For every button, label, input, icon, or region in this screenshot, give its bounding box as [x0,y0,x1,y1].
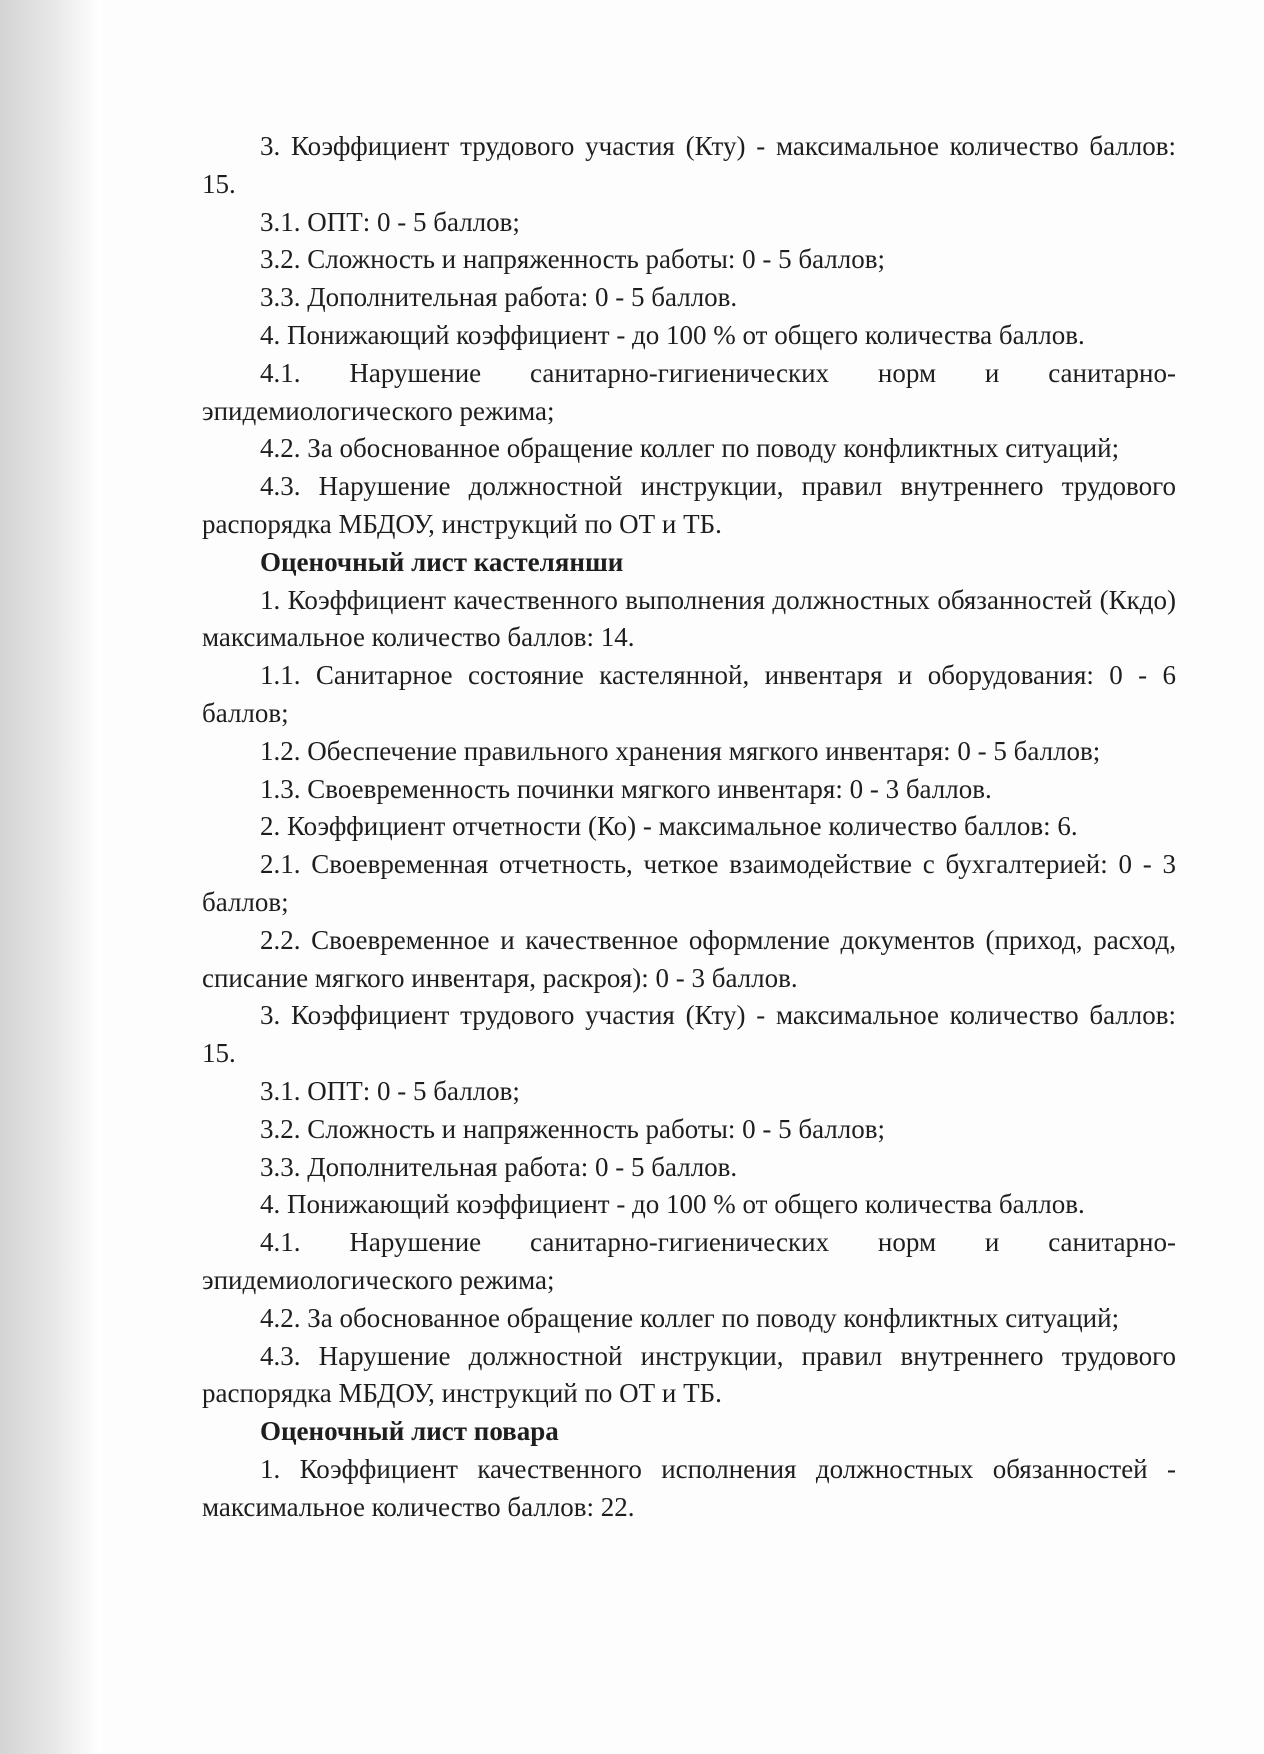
paragraph-instruction-violation: 4.3. Нарушение должностной инструкции, правил внутреннего трудового распорядка МБДОУ, инструкций по ОТ и ТБ. [202,471,1176,539]
paragraph-documents: 2.2. Своевременное и качественное оформление документов (приход, расход, списание мягкого инвентаря, раскроя): 0 - 3 баллов. [202,924,1176,993]
section-heading-castellan: Оценочный лист кастелянши [260,546,624,577]
paragraph-complexity: 3.2. Сложность и напряженность работы: 0 - 5 баллов; [260,244,885,275]
paragraph-opt-2: 3.1. ОПТ: 0 - 5 баллов; [260,1075,520,1106]
paragraph-kkdo-max: 1. Коэффициент качественного выполнения должностных обязанностей (Ккдо) максимальное количество баллов: 14. [202,584,1176,653]
paragraph-sanitary-state: 1.1. Санитарное состояние кастелянной, инвентаря и оборудования: 0 - 6 баллов; [202,660,1176,728]
paragraph-kty-max-2: 3. Коэффициент трудового участия (Кту) - максимальное количество баллов: 15. [202,1000,1176,1069]
paragraph-sanitary-violation: 4.1. Нарушение санитарно-гигиенических норм и санитарно-эпидемиологического режима; [202,357,1176,426]
paragraph-cook-duties: 1. Коэффициент качественного исполнения должностных обязанностей - максимальное количество баллов: 22. [202,1453,1176,1522]
paragraph-ko-max: 2. Коэффициент отчетности (Ко) - максимальное количество баллов: 6. [260,811,1078,842]
paragraph-opt: 3.1. ОПТ: 0 - 5 баллов; [260,206,520,237]
paragraph-colleague-complaints: 4.2. За обоснованное обращение коллег по поводу конфликтных ситуаций; [260,433,1120,464]
paragraph-storage: 1.2. Обеспечение правильного хранения мягкого инвентаря: 0 - 5 баллов; [260,735,1101,766]
paragraph-reducing-coefficient-2: 4. Понижающий коэффициент - до 100 % от общего количества баллов. [260,1189,1085,1220]
paragraph-kty-max: 3. Коэффициент трудового участия (Кту) - максимальное количество баллов: 15. [202,131,1176,199]
paragraph-additional-work-2: 3.3. Дополнительная работа: 0 - 5 баллов. [260,1151,738,1182]
paragraph-reporting: 2.1. Своевременная отчетность, четкое взаимодействие с бухгалтерией: 0 - 3 баллов; [202,849,1176,917]
paragraph-complexity-2: 3.2. Сложность и напряженность работы: 0 - 5 баллов; [260,1113,885,1144]
paragraph-additional-work: 3.3. Дополнительная работа: 0 - 5 баллов. [260,282,738,313]
section-heading-cook: Оценочный лист повара [260,1416,559,1447]
paragraph-sanitary-violation-2: 4.1. Нарушение санитарно-гигиенических норм и санитарно-эпидемиологического режима; [202,1227,1176,1295]
document-body [202,128,1176,1526]
scan-binding-shadow [0,0,100,1754]
paragraph-reducing-coefficient: 4. Понижающий коэффициент - до 100 % от общего количества баллов. [260,319,1085,350]
paragraph-instruction-violation-2: 4.3. Нарушение должностной инструкции, правил внутреннего трудового распорядка МБДОУ, инструкций по ОТ и ТБ. [202,1340,1176,1409]
paragraph-colleague-complaints-2: 4.2. За обоснованное обращение коллег по поводу конфликтных ситуаций; [260,1302,1120,1333]
paragraph-repair: 1.3. Своевременность починки мягкого инвентаря: 0 - 3 баллов. [260,773,992,804]
